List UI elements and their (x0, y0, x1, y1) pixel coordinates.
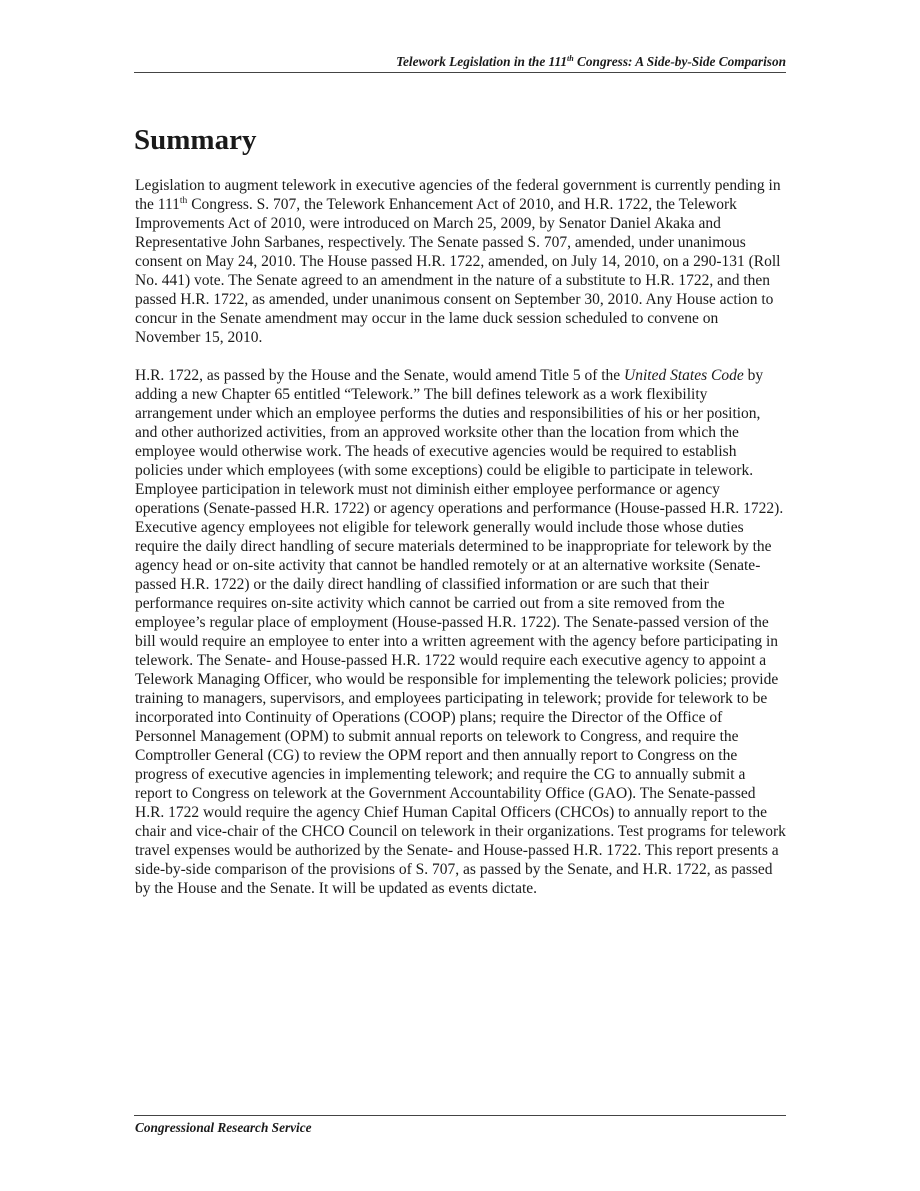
running-header (134, 54, 786, 70)
footer-divider (134, 1115, 786, 1116)
paragraph-1-part-1: Legislation to augment telework in executive agencies of the federal government is currently pending in the 111 (135, 177, 781, 213)
summary-body (135, 176, 786, 917)
paragraph-2-italic: United States Code (624, 367, 744, 384)
paragraph-1 (135, 176, 786, 347)
header-title-pre: Telework Legislation in the 111 (396, 54, 568, 69)
paragraph-1-superscript: th (179, 196, 188, 206)
paragraph-2 (135, 366, 786, 898)
paragraph-2-part-2: by adding a new Chapter 65 entitled “Telework.” The bill defines telework as a work flexibility arrangement under which an employee performs the duties and responsibilities of his or her position, and other authorized activities, from an approved worksite other than the location from which the employee would otherwise work. The heads of executive agencies would be required to establish policies under which employees (with some exceptions) could be eligible to participate in telework. Employee participation in telework must not diminish either employee performance or agency operations (Senate-passed H.R. 1722) or agency operations and performance (House-passed H.R. 1722). Executive agency employees not eligible for telework generally would include those whose duties require the daily direct handling of secure materials determined to be inappropriate for telework by the agency head or on-site activity that cannot be handled remotely or at an alternative worksite (Senate-passed H.R. 1722) or the daily direct handling of classified information or are such that their performance requires on-site activity which cannot be carried out from a site removed from the employee’s regular place of employment (House-passed H.R. 1722). The Senate-passed version of the bill would require an employee to enter into a written agreement with the agency before participating in telework. The Senate- and House-passed H.R. 1722 would require each executive agency to appoint a Telework Managing Officer, who would be responsible for implementing the telework policies; provide training to managers, supervisors, and employees participating in telework; provide for telework to be incorporated into Continuity of Operations (COOP) plans; require the Director of the Office of Personnel Management (OPM) to submit annual reports on telework to Congress, and require the Comptroller General (CG) to review the OPM report and then annually report to Congress on the progress of executive agencies in implementing telework; and require the CG to annually submit a report to Congress on telework at the Government Accountability Office (GAO). The Senate-passed H.R. 1722 would require the agency Chief Human Capital Officers (CHCOs) to annually report to the chair and vice-chair of the CHCO Council on telework in their organizations. Test programs for telework travel expenses would be authorized by the Senate- and House-passed H.R. 1722. This report presents a side-by-side comparison of the provisions of S. 707, as passed by the Senate, and H.R. 1722, as passed by the House and the Senate. It will be updated as events dictate. (135, 367, 786, 897)
paragraph-1-part-2: Congress. S. 707, the Telework Enhancement Act of 2010, and H.R. 1722, the Telework Improvements Act of 2010, were introduced on March 25, 2009, by Senator Daniel Akaka and Representative John Sarbanes, respectively. The Senate passed S. 707, amended, under unanimous consent on May 24, 2010. The House passed H.R. 1722, amended, on July 14, 2010, on a 290-131 (Roll No. 441) vote. The Senate agreed to an amendment in the nature of a substitute to H.R. 1722, and then passed H.R. 1722, as amended, under unanimous consent on September 30, 2010. Any House action to concur in the Senate amendment may occur in the lame duck session scheduled to convene on November 15, 2010. (135, 196, 781, 346)
page-title: Summary (134, 124, 257, 156)
header-divider (134, 72, 786, 73)
paragraph-2-part-1: H.R. 1722, as passed by the House and the Senate, would amend Title 5 of the (135, 367, 625, 384)
header-title-post: Congress: A Side-by-Side Comparison (573, 54, 786, 69)
header-title-sup: th (567, 54, 574, 63)
running-footer: Congressional Research Service (135, 1120, 312, 1135)
